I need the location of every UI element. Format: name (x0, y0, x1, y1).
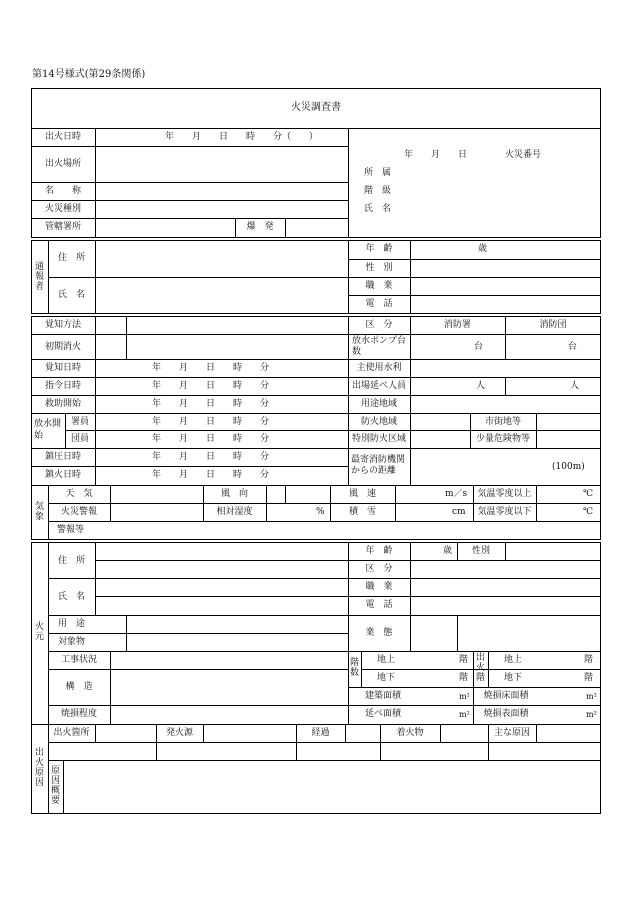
label-hazmat: 少量危険物等 (475, 434, 530, 444)
label-warnings: 警報等 (56, 525, 84, 535)
label-fire-datetime: 出火日時 (44, 132, 81, 142)
label-first-ignited: 着火物 (396, 728, 424, 738)
label-corps-member: 団員 (70, 434, 89, 444)
label-origin-use: 用 途 (57, 619, 85, 629)
label-reporter-phone: 電 話 (365, 299, 393, 309)
temp-high-unit: ℃ (583, 489, 594, 499)
label-damage-degree: 焼損程度 (60, 709, 97, 719)
label-origin-age: 年 齢 (365, 546, 393, 556)
below-floor-unit: 階 (459, 673, 469, 683)
wind-unit: m／s (445, 489, 468, 499)
label-suppressed-time: 鎮圧日時 (44, 452, 81, 462)
label-origin-target: 対象物 (57, 637, 85, 647)
label-structure: 構 造 (65, 682, 93, 692)
rescue-start-value: 年 月 日 時 分 (152, 399, 270, 409)
label-fire-zone: 防火地域 (360, 417, 397, 427)
label-floor-area-burned: 焼損床面積 (483, 691, 529, 701)
temp-low-unit: ℃ (583, 507, 594, 517)
label-urban-area: 市街地等 (484, 417, 521, 427)
label-fire-location: 出火場所 (44, 159, 81, 169)
label-temp-low: 気温零度以下 (477, 507, 532, 517)
label-special-zone: 特別防火区域 (351, 434, 406, 444)
label-business: 業 態 (365, 628, 393, 638)
label-fire-floor: 出火階 (475, 653, 485, 683)
label-total-floor-area: 延べ面積 (364, 709, 401, 719)
label-explosion: 爆 発 (246, 222, 274, 232)
label-reporter-occupation: 職 業 (365, 281, 393, 291)
label-weather: 天 気 (65, 489, 93, 499)
form-id: 第14号様式(第29条関係) (32, 69, 146, 80)
label-temp-high: 気温零度以上 (477, 489, 532, 499)
label-origin-occupation: 職 業 (365, 582, 393, 592)
label-water-start: 放水開始 (34, 419, 62, 441)
floor-area-burned-unit: m² (586, 692, 597, 701)
label-station-member: 署員 (70, 417, 89, 427)
label-nearest-station: 最寄消防機関からの距離 (351, 455, 406, 476)
label-rank: 階 級 (364, 186, 392, 196)
label-ignition-source: 発火源 (165, 728, 193, 738)
suppressed-time-value: 年 月 日 時 分 (152, 452, 270, 462)
label-reporter-address: 住 所 (57, 253, 85, 263)
label-fire-warning: 火災警報 (60, 507, 97, 517)
fire-datetime-value: 年 月 日 時 分（ ） (165, 132, 319, 142)
total-floor-area-unit: m² (459, 710, 470, 719)
label-fire-department: 消防署 (443, 320, 471, 330)
pump-unit-dept: 台 (474, 342, 484, 352)
label-main-water: 主使用水利 (356, 363, 402, 373)
snow-unit: cm (452, 507, 466, 517)
label-use-zone: 用途地域 (360, 399, 397, 409)
label-snow: 積 雪 (348, 507, 376, 517)
label-floors: 階数 (349, 658, 359, 678)
label-dispatch-time: 指令日時 (44, 381, 81, 391)
label-detection-method: 覚知方法 (44, 320, 81, 330)
corps-member-time: 年 月 日 時 分 (152, 434, 270, 444)
dispatch-time-value: 年 月 日 時 分 (152, 381, 270, 391)
label-pump-count: 放水ポンプ台数 (352, 336, 407, 357)
extinguished-time-value: 年 月 日 時 分 (152, 470, 270, 480)
label-fire-corps: 消防団 (539, 320, 567, 330)
label-building-area: 建築面積 (364, 691, 401, 701)
label-fire-type: 火災種別 (44, 204, 81, 214)
fire-above-unit: 階 (584, 655, 594, 665)
label-person-name: 氏 名 (364, 204, 392, 214)
label-fire-below: 地下 (503, 673, 522, 683)
label-main-cause: 主な原因 (493, 728, 530, 738)
label-origin-address: 住 所 (57, 556, 85, 566)
label-origin-phone: 電 話 (365, 600, 393, 610)
label-detection-time: 覚知日時 (44, 363, 81, 373)
pump-unit-corps: 台 (568, 342, 578, 352)
report-date: 年 月 日 (404, 150, 468, 160)
label-extinguished-time: 鎮火日時 (44, 470, 81, 480)
label-jurisdiction: 管轄署所 (44, 222, 81, 232)
label-above: 地上 (376, 655, 395, 665)
label-fire-above: 地上 (503, 655, 522, 665)
label-initial-extinguish: 初期消火 (44, 342, 81, 352)
above-floor-unit: 階 (459, 655, 469, 665)
label-cause-summary: 原因概要 (50, 766, 60, 806)
label-reporter-name: 氏 名 (57, 290, 85, 300)
label-process: 経過 (311, 728, 330, 738)
station-member-time: 年 月 日 時 分 (152, 417, 270, 427)
label-name: 名 称 (44, 186, 81, 196)
label-origin-point: 出火箇所 (53, 728, 90, 738)
personnel-unit-corps: 人 (570, 381, 580, 391)
detection-time-value: 年 月 日 時 分 (152, 363, 270, 373)
label-fire-number: 火災番号 (505, 150, 542, 160)
origin-age-unit: 歳 (443, 546, 453, 556)
label-origin-sex: 性別 (471, 546, 490, 556)
label-category: 区 分 (365, 320, 393, 330)
cause-group-label: 出火原因 (34, 748, 44, 788)
reporter-age-unit: 歳 (478, 244, 488, 254)
origin-group-label: 火元 (34, 622, 44, 642)
label-affiliation: 所 属 (364, 168, 392, 178)
reporter-group-label: 通報者 (34, 262, 44, 292)
label-personnel: 出場延べ人員 (351, 381, 406, 391)
fire-below-unit: 階 (584, 673, 594, 683)
humidity-unit: % (316, 507, 325, 517)
label-rescue-start: 救助開始 (44, 399, 81, 409)
personnel-unit-dept: 人 (476, 381, 486, 391)
label-reporter-age: 年 齢 (365, 244, 393, 254)
label-wind-direction: 風 向 (220, 489, 248, 499)
page-title: 火災調査書 (291, 102, 341, 113)
surface-burned-unit: m² (586, 710, 597, 719)
label-construction-status: 工事状況 (60, 655, 97, 665)
label-reporter-sex: 性 別 (365, 263, 393, 273)
building-area-unit: m² (459, 692, 470, 701)
label-below: 地下 (376, 673, 395, 683)
weather-group-label: 気象 (34, 502, 44, 522)
label-origin-category: 区 分 (365, 564, 393, 574)
label-humidity: 相対湿度 (216, 507, 253, 517)
distance-unit: (100m) (552, 462, 585, 472)
label-surface-burned: 焼損表面積 (483, 709, 529, 719)
label-wind-speed: 風 速 (348, 489, 376, 499)
header-box (31, 128, 601, 238)
label-origin-name: 氏 名 (57, 592, 85, 602)
